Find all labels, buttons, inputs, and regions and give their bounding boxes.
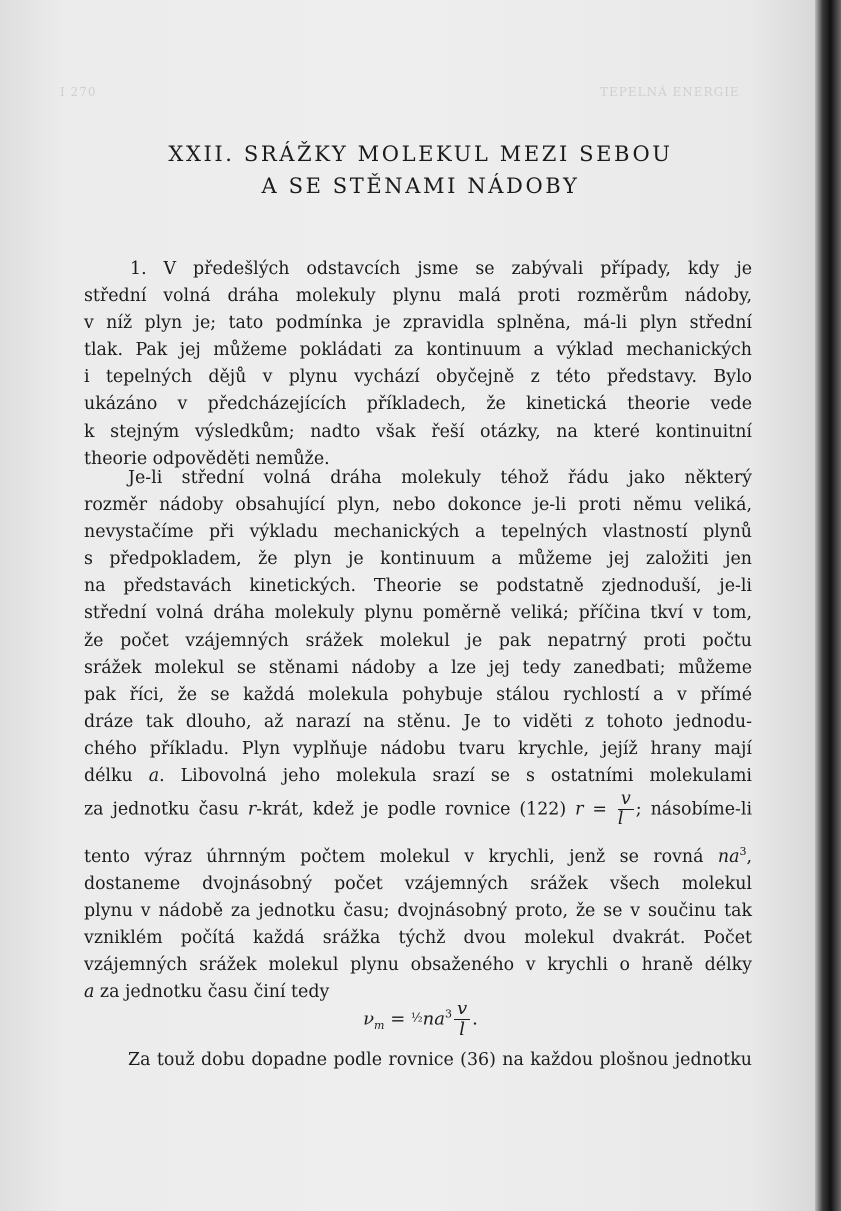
paragraph-1 — [84, 256, 752, 473]
text-line: plynu v nádobě za jednotku času; dvojnásobný proto, že se v součinu tak — [84, 900, 752, 921]
text-line: že počet vzájemných srážek molekul je pak nepatrný proti počtu — [84, 630, 752, 651]
text-line: k stejným výsledkům; nadto však řeší otázky, na které kontinuitní — [84, 421, 752, 442]
text-line: dostaneme dvojnásobný počet vzájemných srážek všech molekul — [84, 873, 752, 894]
text-line: v níž plyn je; tato podmínka je zpravidla splněna, má-li plyn střední — [84, 313, 752, 334]
chapter-title-line1: XXII. SRÁŽKY MOLEKUL MEZI SEBOU — [168, 142, 673, 166]
chapter-title-line2: A SE STĚNAMI NÁDOBY — [261, 174, 580, 198]
paragraph-2 — [84, 465, 752, 790]
text-line: vzájemných srážek molekul plynu obsaženého v krychli o hraně délky — [84, 955, 752, 976]
text-line: ukázáno v předcházejících příkladech, že kinetická theorie vede — [84, 394, 752, 415]
text-line: nevystačíme při výkladu mechanických a tepelných vlastností plynů — [84, 522, 752, 543]
fraction-v-over-l: $\frac{v}{l}$ — [618, 791, 634, 829]
text-line: Je-li střední volná dráha molekuly téhož řádu jako některý — [128, 468, 752, 488]
fraction-v-over-l: $\frac{v}{l}$ — [454, 1000, 470, 1039]
text-line: theorie odpověděti nemůže. — [84, 448, 330, 469]
formula-nu-m: $\nu_m$ = $\frac{1}{2}na^3$ $\frac{v}{l}$ . — [363, 998, 478, 1040]
text-line: 1. V předešlých odstavcích jsme se zabývali případy, kdy je — [130, 259, 752, 279]
text-line: na představách kinetických. Theorie se podstatně zjednoduší, je-li — [84, 576, 752, 597]
text-line: střední volná dráha molekuly plynu poměrně veliká; příčina tkví v tom, — [84, 603, 752, 624]
text-line: pak říci, že se každá molekula pohybuje stálou rychlostí a v přímé — [84, 684, 752, 705]
bleed-through-right: TEPELNÁ ENERGIE — [600, 85, 740, 99]
text-line: s předpokladem, že plyn je kontinuum a můžeme jej založiti jen — [84, 549, 752, 570]
text-line: délku a. Libovolná jeho molekula srazí se s ostatními molekulami — [84, 766, 752, 787]
last-line — [84, 1047, 752, 1074]
text-line: rozměr nádoby obsahující plyn, nebo dokonce je-li proti němu veliká, — [84, 495, 752, 516]
paragraph-3 — [84, 838, 752, 1006]
text-line: vzniklém počítá každá srážka týchž dvou molekul dvakrát. Počet — [84, 928, 752, 949]
text-line: střední volná dráha molekuly plynu malá proti rozměrům nádoby, — [84, 286, 752, 307]
text-line: Za touž dobu dopadne podle rovnice (36) na každou plošnou jednotku — [128, 1050, 752, 1070]
text-line: tento výraz úhrnným počtem molekul v krychli, jenž se rovná $na^3$, — [84, 845, 752, 867]
rate-line — [84, 791, 752, 829]
text-line: i tepelných dějů v plynu vychází obyčejně z této představy. Bylo — [84, 367, 752, 388]
text-line: srážek molekul se stěnami nádoby a lze jej tedy zanedbati; můžeme — [84, 657, 752, 678]
bleed-through-left: I 270 — [60, 85, 97, 99]
text-line: a za jednotku času činí tedy — [84, 982, 330, 1003]
text-line: tlak. Pak jej můžeme pokládati za kontinuum a výklad mechanických — [84, 340, 752, 361]
text-line: za jednotku času r-krát, kdež je podle rovnice (122) r = $\frac{v}{l}$ ; násobíme-li — [84, 789, 753, 830]
text-line: dráze tak dlouho, až narazí na stěnu. Je to viděti z tohoto jednodu- — [84, 711, 752, 732]
text-line: chého příkladu. Plyn vyplňuje nádobu tvaru krychle, jejíž hrany mají — [84, 738, 752, 759]
